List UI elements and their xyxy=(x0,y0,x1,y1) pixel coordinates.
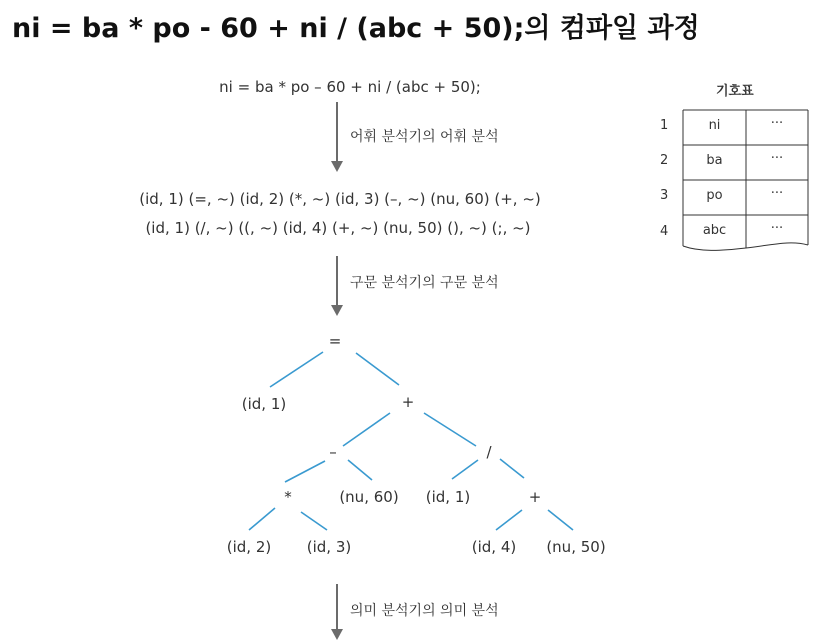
node-minus: – xyxy=(329,443,337,461)
node-assign: = xyxy=(328,332,342,350)
stage-syntax-label: 구문 분석기의 구문 분석 xyxy=(350,275,499,291)
source-statement: ni = ba * po – 60 + ni / (abc + 50); xyxy=(219,78,481,96)
node-id3: (id, 3) xyxy=(306,538,352,556)
node-mul: * xyxy=(284,488,292,506)
node-nu60: (nu, 60) xyxy=(339,488,399,506)
token-line-1: (id, 1) (=, ~) (id, 2) (*, ~) (id, 3) (–, ~) (nu, 60) (+, ~) xyxy=(139,190,541,208)
node-id2: (id, 2) xyxy=(226,538,272,556)
symbol-row-1-num: 1 xyxy=(660,118,669,133)
symbol-row-4-info: ··· xyxy=(770,221,784,236)
symbol-row-4-name: abc xyxy=(702,223,727,238)
node-id4: (id, 4) xyxy=(471,538,517,556)
symbol-row-3-num: 3 xyxy=(660,188,669,203)
node-id1b: (id, 1) xyxy=(425,488,471,506)
node-nu50: (nu, 50) xyxy=(546,538,606,556)
symbol-row-3-name: po xyxy=(706,188,723,203)
symbol-row-3-info: ··· xyxy=(770,186,784,201)
node-plus2: + xyxy=(528,488,542,506)
symbol-row-4-num: 4 xyxy=(660,224,669,239)
symbol-row-2-num: 2 xyxy=(660,153,669,168)
node-plus: + xyxy=(401,393,415,411)
stage-semantic-label: 의미 분석기의 의미 분석 xyxy=(350,603,499,619)
page-title: ni = ba * po - 60 + ni / (abc + 50);의 컴파일 과정 xyxy=(12,13,700,44)
node-div: / xyxy=(486,443,492,461)
symbol-table-title: 기호표 xyxy=(716,84,754,99)
node-id1: (id, 1) xyxy=(241,395,287,413)
symbol-row-2-info: ··· xyxy=(770,151,784,166)
symbol-row-2-name: ba xyxy=(706,153,723,168)
stage-lexical-label: 어휘 분석기의 어휘 분석 xyxy=(350,129,499,145)
token-line-2: (id, 1) (/, ~) ((, ~) (id, 4) (+, ~) (nu, 50) (), ~) (;, ~) xyxy=(145,219,531,237)
symbol-row-1-info: ··· xyxy=(770,116,784,131)
symbol-row-1-name: ni xyxy=(708,118,721,133)
